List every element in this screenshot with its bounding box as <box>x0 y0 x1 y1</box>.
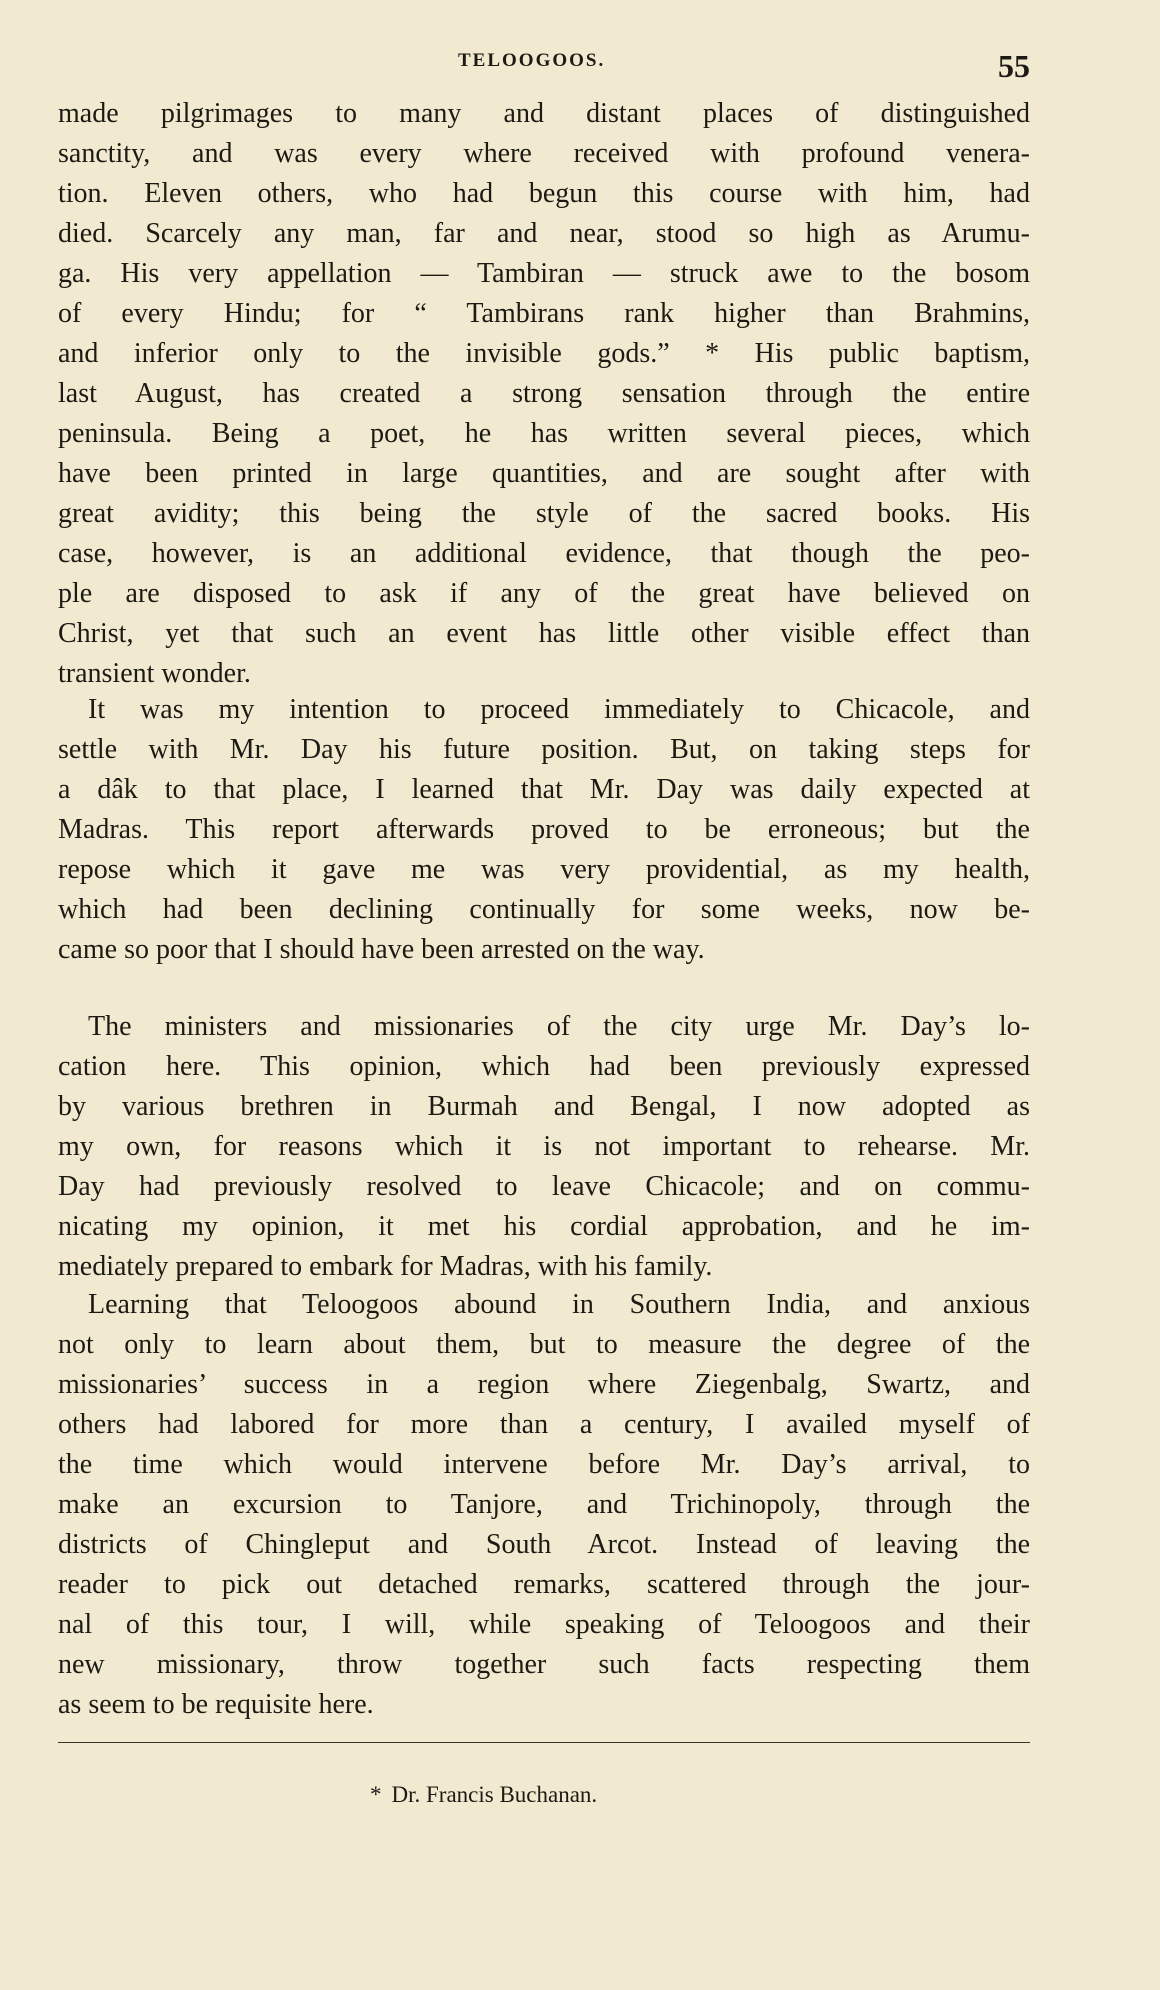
text-line: great avidity; this being the style of the sacred books. His <box>58 498 1030 529</box>
text-line: nicating my opinion, it met his cordial approbation, and he im- <box>58 1211 1030 1242</box>
text-line: as seem to be requisite here. <box>58 1689 374 1720</box>
text-line: Day had previously resolved to leave Chicacole; and on commu- <box>58 1171 1030 1202</box>
text-line: died. Scarcely any man, far and near, stood so high as Arumu- <box>58 218 1030 249</box>
text-line: Madras. This report afterwards proved to be erroneous; but the <box>58 814 1030 845</box>
text-line: case, however, is an additional evidence, that though the peo- <box>58 538 1030 569</box>
text-line: peninsula. Being a poet, he has written several pieces, which <box>58 418 1030 449</box>
footnote-marker: * <box>370 1782 382 1807</box>
text-line: not only to learn about them, but to measure the degree of the <box>58 1329 1030 1360</box>
paragraph <box>58 690 1030 970</box>
text-line: last August, has created a strong sensation through the entire <box>58 378 1030 409</box>
text-line: have been printed in large quantities, and are sought after with <box>58 458 1030 489</box>
text-line: nal of this tour, I will, while speaking of Teloogoos and their <box>58 1609 1030 1640</box>
text-line: and inferior only to the invisible gods.” * His public baptism, <box>58 338 1030 369</box>
text-line: make an excursion to Tanjore, and Trichinopoly, through the <box>58 1489 1030 1520</box>
paragraph <box>58 1285 1030 1725</box>
text-line: of every Hindu; for “ Tambirans rank higher than Brahmins, <box>58 298 1030 329</box>
text-line: missionaries’ success in a region where Ziegenbalg, Swartz, and <box>58 1369 1030 1400</box>
text-line: others had labored for more than a century, I availed myself of <box>58 1409 1030 1440</box>
text-line: cation here. This opinion, which had been previously expressed <box>58 1051 1030 1082</box>
text-line: a dâk to that place, I learned that Mr. Day was daily expected at <box>58 774 1030 805</box>
text-line: districts of Chingleput and South Arcot. Instead of leaving the <box>58 1529 1030 1560</box>
text-line: ple are disposed to ask if any of the great have believed on <box>58 578 1030 609</box>
text-line: tion. Eleven others, who had begun this course with him, had <box>58 178 1030 209</box>
footnote-text: Dr. Francis Buchanan. <box>391 1782 598 1807</box>
text-line: reader to pick out detached remarks, scattered through the jour- <box>58 1569 1030 1600</box>
text-line: new missionary, throw together such facts respecting them <box>58 1649 1030 1680</box>
text-line: settle with Mr. Day his future position. But, on taking steps for <box>58 734 1030 765</box>
text-line: The ministers and missionaries of the city urge Mr. Day’s lo- <box>88 1011 1030 1042</box>
text-line: mediately prepared to embark for Madras, with his family. <box>58 1251 713 1282</box>
paragraph <box>58 1007 1030 1287</box>
text-line: my own, for reasons which it is not important to rehearse. Mr. <box>58 1131 1030 1162</box>
text-line: by various brethren in Burmah and Bengal, I now adopted as <box>58 1091 1030 1122</box>
text-line: Christ, yet that such an event has little other visible effect than <box>58 618 1030 649</box>
text-line: It was my intention to proceed immediately to Chicacole, and <box>88 694 1030 725</box>
running-head: TELOOGOOS. <box>458 50 606 71</box>
text-line: came so poor that I should have been arrested on the way. <box>58 934 705 965</box>
text-line: which had been declining continually for some weeks, now be- <box>58 894 1030 925</box>
text-line: ga. His very appellation — Tambiran — struck awe to the bosom <box>58 258 1030 289</box>
text-line: sanctity, and was every where received with profound venera- <box>58 138 1030 169</box>
text-line: Learning that Teloogoos abound in Southern India, and anxious <box>88 1289 1030 1320</box>
paragraph <box>58 94 1030 694</box>
footnote <box>370 1782 597 1808</box>
text-line: the time which would intervene before Mr. Day’s arrival, to <box>58 1449 1030 1480</box>
footnote-divider <box>58 1742 1030 1743</box>
text-line: transient wonder. <box>58 658 251 689</box>
page-number: 55 <box>998 48 1030 84</box>
text-line: made pilgrimages to many and distant places of distinguished <box>58 98 1030 129</box>
text-line: repose which it gave me was very providential, as my health, <box>58 854 1030 885</box>
